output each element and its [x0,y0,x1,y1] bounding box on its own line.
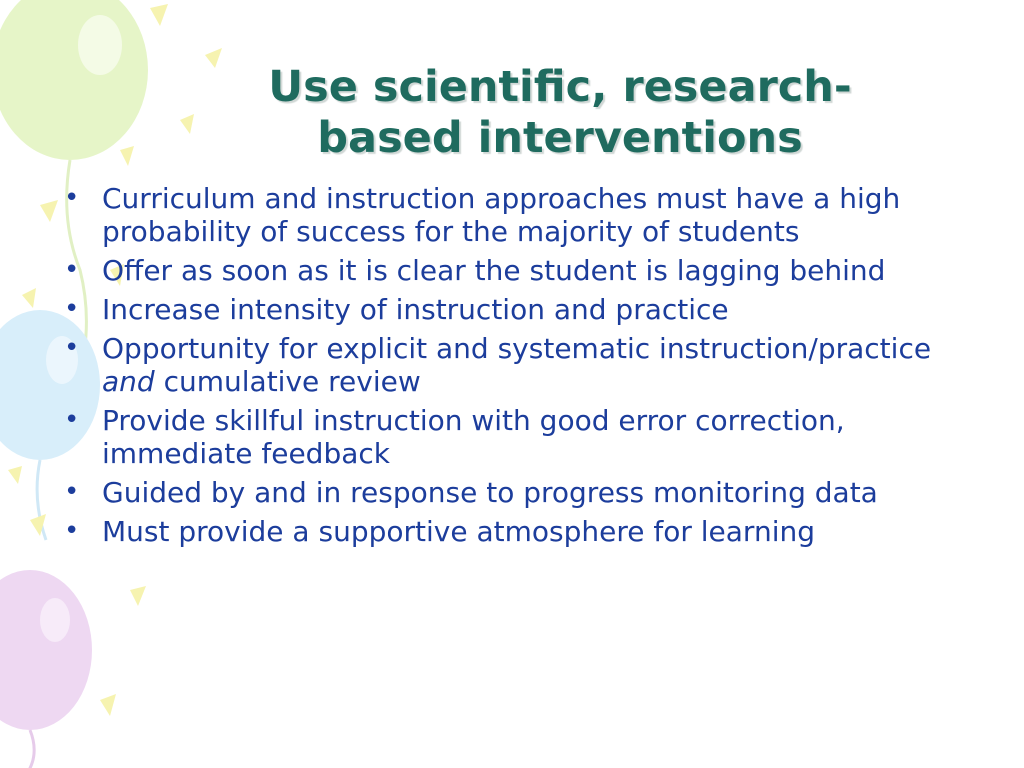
bullet-item [60,254,980,287]
bullet-dot-icon: • [64,294,80,324]
bullet-emphasis: and [102,365,155,398]
bullet-dot-icon: • [64,183,80,213]
bullet-text: Provide skillful instruction with good error correction, immediate feedback [102,404,845,470]
slide-title-line-1: Use scientific, research- [268,62,852,112]
bullet-list [60,182,980,554]
bullet-dot-icon: • [64,516,80,546]
bullet-item [60,293,980,326]
bullet-text: Curriculum and instruction approaches must have a high probability of success for the majority of students [102,182,901,248]
bullet-text: Guided by and in response to progress monitoring data [102,476,878,509]
bullet-dot-icon: • [64,255,80,285]
bullet-item [60,182,980,248]
bullet-text: Increase intensity of instruction and practice [102,293,729,326]
bullet-dot-icon: • [64,333,80,363]
purple-balloon-decoration [0,570,92,768]
slide-title [150,62,970,164]
bullet-text-part: Opportunity for explicit and systematic instruction/practice [102,332,932,365]
bullet-item [60,476,980,509]
bullet-text-part: cumulative review [154,365,421,398]
bullet-item [60,332,980,398]
bullet-item [60,404,980,470]
bullet-dot-icon: • [64,405,80,435]
bullet-dot-icon: • [64,477,80,507]
bullet-item [60,515,980,548]
slide-title-line-2: based interventions [317,113,803,163]
bullet-text: Must provide a supportive atmosphere for learning [102,515,815,548]
bullet-text: Offer as soon as it is clear the student is lagging behind [102,254,886,287]
bullet-text [102,332,931,398]
